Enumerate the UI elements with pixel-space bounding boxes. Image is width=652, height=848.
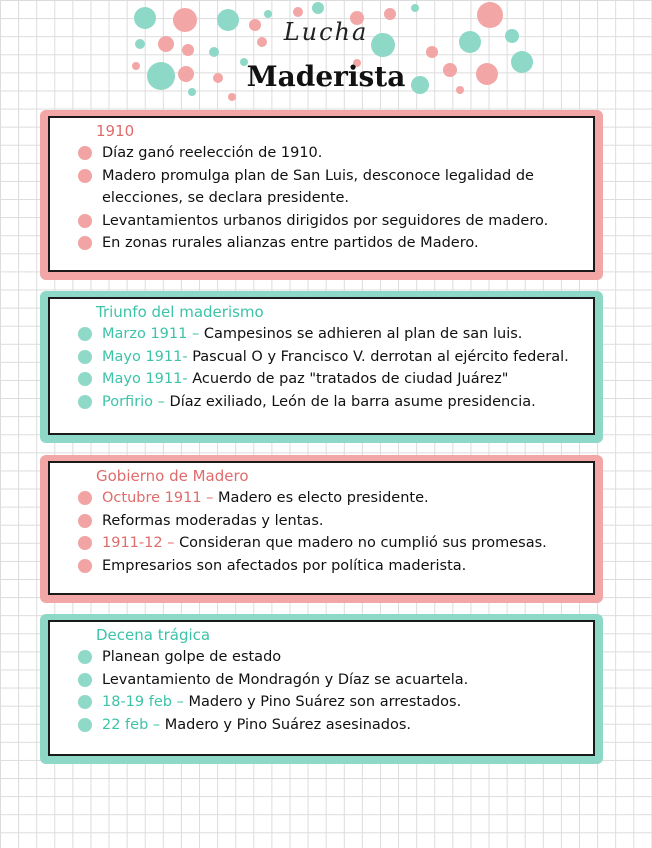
section-frame — [48, 297, 595, 435]
bullet-dot-icon — [78, 514, 92, 528]
bullet-dot-icon — [78, 650, 92, 664]
bullet-dot-icon — [78, 236, 92, 250]
section-heading: Triunfo del maderismo — [96, 303, 264, 321]
section-heading: 1910 — [96, 122, 135, 140]
bullet-dot-icon — [78, 214, 92, 228]
bullet-dot-icon — [78, 673, 92, 687]
title-line-1: Lucha — [283, 18, 369, 46]
bullet-dot-icon — [78, 718, 92, 732]
section-frame — [48, 116, 595, 272]
list-item: Octubre 1911 – Madero es electo presidente. — [78, 487, 583, 510]
section-card-gobierno — [40, 455, 603, 603]
bullet-dot-icon — [78, 350, 92, 364]
bullet-dot-icon — [78, 536, 92, 550]
bullet-dot-icon — [78, 327, 92, 341]
bullet-dot-icon — [78, 695, 92, 709]
list-item: Marzo 1911 – Campesinos se adhieren al plan de san luis. — [78, 323, 583, 346]
list-item: Levantamiento de Mondragón y Díaz se acuartela. — [78, 669, 583, 692]
list-item: Díaz ganó reelección de 1910. — [78, 142, 583, 165]
bullet-dot-icon — [78, 395, 92, 409]
list-item: 18-19 feb – Madero y Pino Suárez son arrestados. — [78, 691, 583, 714]
list-item: Empresarios son afectados por política maderista. — [78, 555, 583, 578]
list-item: Madero promulga plan de San Luis, desconoce legalidad de elecciones, se declara presidente. — [78, 165, 583, 210]
list-item: Porfirio – Díaz exiliado, León de la barra asume presidencia. — [78, 391, 583, 414]
list-item: 1911-12 – Consideran que madero no cumplió sus promesas. — [78, 532, 583, 555]
list-item: Reformas moderadas y lentas. — [78, 510, 583, 533]
list-item: Mayo 1911- Pascual O y Francisco V. derrotan al ejército federal. — [78, 346, 583, 369]
list-item: Planean golpe de estado — [78, 646, 583, 669]
list-item: Levantamientos urbanos dirigidos por seguidores de madero. — [78, 210, 583, 233]
section-heading: Decena trágica — [96, 626, 211, 644]
bullet-dot-icon — [78, 169, 92, 183]
decorative-bubbles — [0, 0, 652, 110]
bullet-dot-icon — [78, 491, 92, 505]
list-item: 22 feb – Madero y Pino Suárez asesinados. — [78, 714, 583, 737]
section-card-decena — [40, 614, 603, 764]
section-card-triunfo — [40, 291, 603, 443]
page-title: Maderista — [246, 60, 406, 93]
bullet-dot-icon — [78, 372, 92, 386]
section-frame — [48, 620, 595, 756]
section-frame — [48, 461, 595, 595]
bullet-dot-icon — [78, 146, 92, 160]
list-item: Mayo 1911- Acuerdo de paz "tratados de ciudad Juárez" — [78, 368, 583, 391]
section-card-1910 — [40, 110, 603, 280]
bullet-dot-icon — [78, 559, 92, 573]
section-heading: Gobierno de Madero — [96, 467, 249, 485]
list-item: En zonas rurales alianzas entre partidos de Madero. — [78, 232, 583, 255]
